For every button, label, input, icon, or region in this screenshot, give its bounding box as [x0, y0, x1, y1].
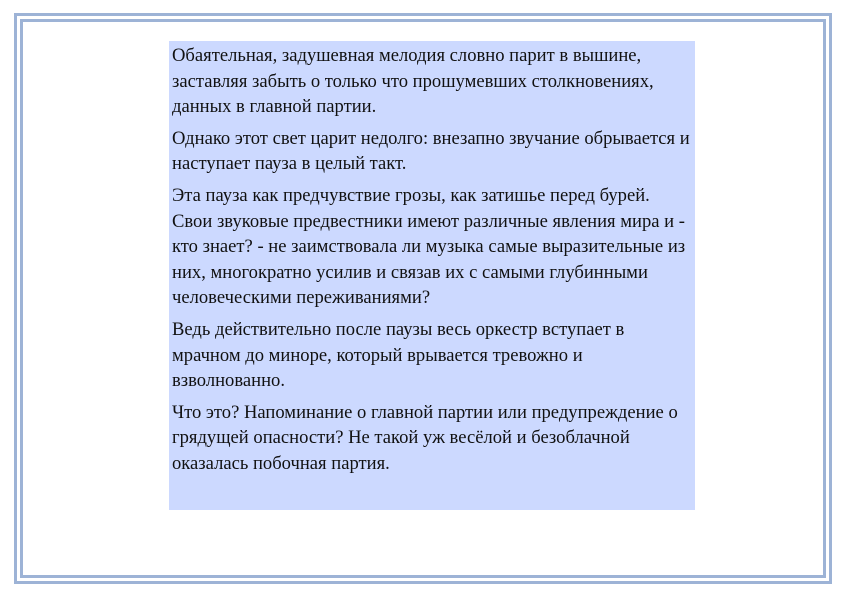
text-box — [169, 41, 695, 510]
paragraph-3: Эта пауза как предчувствие грозы, как затишье перед бурей. Свои звуковые предвестники имеют различные явления мира и - кто знает? - не заимствовала ли музыка самые выразительные из них, многократно усилив и связав их с самыми глубинными человеческими переживаниями? — [172, 184, 686, 309]
paragraph-1: Обаятельная, задушевная мелодия словно парит в вышине, заставляя забыть о только что прошумевших столкновениях, данных в главной партии. — [172, 45, 654, 118]
paragraph-5: Что это? Напоминание о главной партии или предупреждение о грядущей опасности? Не такой уж весёлой и безоблачной оказалась побочная партия. — [172, 401, 678, 474]
paragraph-2: Однако этот свет царит недолго: внезапно звучание обрывается и наступает пауза в целый такт. — [172, 127, 690, 175]
paragraph-4: Ведь действительно после паузы весь оркестр вступает в мрачном до миноре, который врывается тревожно и взволнованно. — [172, 318, 625, 392]
